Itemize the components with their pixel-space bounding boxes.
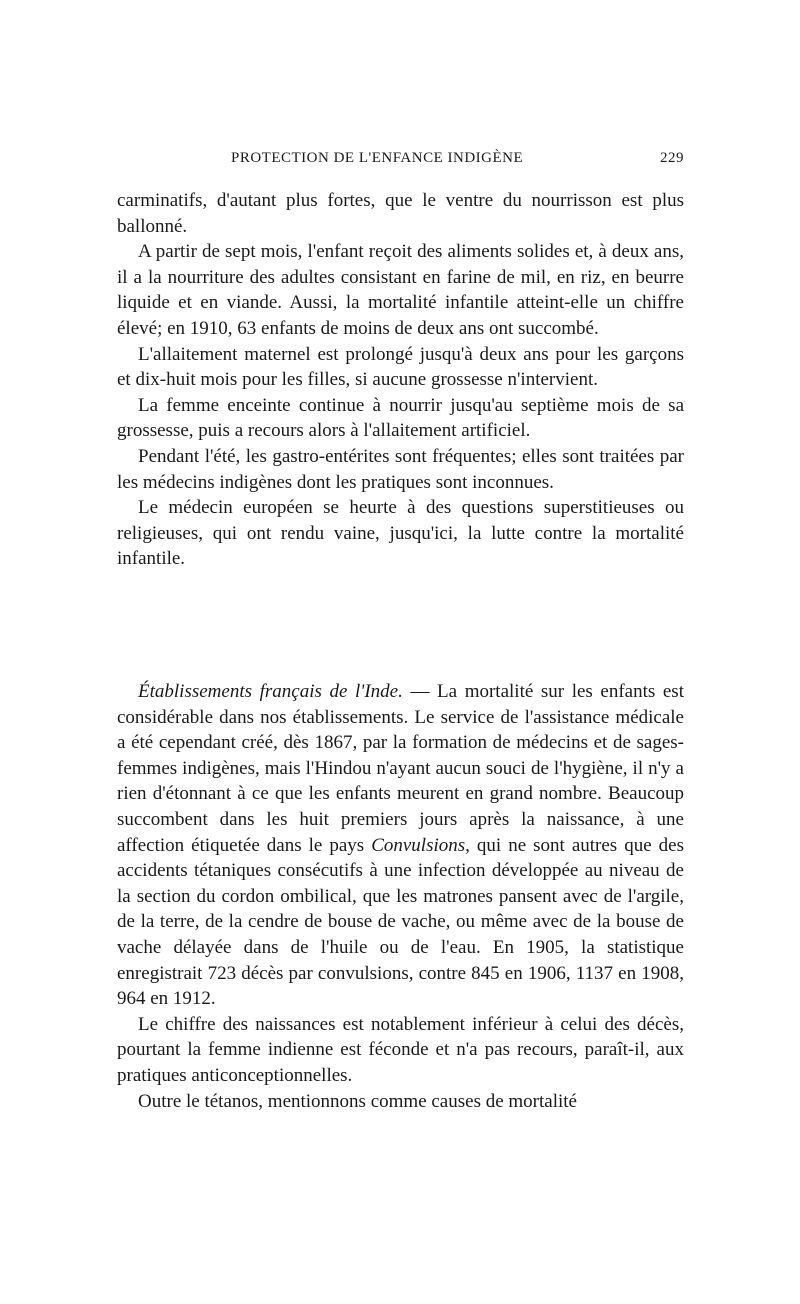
paragraph: carminatifs, d'autant plus fortes, que le ventre du nourrisson est plus ballonné.: [117, 190, 684, 237]
paragraph: Le médecin européen se heurte à des questions superstitieuses ou religieuses, qui ont rendu vaine, jusqu'ici, la lutte contre la mortalité infantile.: [117, 497, 684, 570]
running-header: [117, 150, 684, 174]
section-paragraph: [117, 679, 684, 1012]
paragraph: La femme enceinte continue à nourrir jusqu'au septième mois de sa grossesse, puis a recours alors à l'allaitement artificiel.: [117, 394, 684, 442]
paragraph: Outre le tétanos, mentionnons comme causes de mortalité: [138, 1090, 577, 1112]
paragraph: Pendant l'été, les gastro-entérites sont fréquentes; elles sont traitées par les médecins indigènes dont les pratiques sont inconnues.: [117, 445, 684, 493]
paragraph: Le chiffre des naissances est notablement inférieur à celui des décès, pourtant la femme indienne est féconde et n'a pas recours, paraît-il, aux pratiques anticonceptionnelles.: [117, 1013, 684, 1086]
page-number: 229: [660, 150, 684, 166]
running-title: PROTECTION DE L'ENFANCE INDIGÈNE: [231, 150, 524, 166]
section-rest-text: , qui ne sont autres que des accidents tétaniques consécutifs à une infection développée au niveau de la section du cordon ombilical, que les matrones pansent avec de l'argile, de la terre, de la cendre de bouse de vache, ou même avec de la bouse de vache délayée dans de l'huile ou de l'eau. En 1905, la statistique enregistrait 723 décès par convulsions, contre 845 en 1906, 1137 en 1908, 964 en 1912.: [117, 834, 684, 1010]
section-title: Établissements français de l'Inde.: [138, 681, 403, 702]
text-block-infant-feeding: [117, 188, 684, 572]
paragraph: L'allaitement maternel est prolongé jusqu'à deux ans pour les garçons et dix-huit mois pour les filles, si aucune grossesse n'intervient.: [117, 343, 684, 391]
text-block-french-india: [117, 679, 684, 1114]
italic-term: Convulsions: [371, 834, 466, 856]
section-intro-text: — La mortalité sur les enfants est considérable dans nos établissements. Le service de l'assistance médicale a été cependant créé, dès 1867, par la formation de médecins et de sages-femmes indigènes, mais l'Hindou n'ayant aucun souci de l'hygiène, il n'y a rien d'étonnant à ce que les enfants meurent en grand nombre. Beaucoup succombent dans les huit premiers jours après la naissance, à une affection étiquetée dans le pays: [117, 681, 684, 856]
paragraph: A partir de sept mois, l'enfant reçoit des aliments solides et, à deux ans, il a la nourriture des adultes consistant en farine de mil, en riz, en beurre liquide et en viande. Aussi, la mortalité infantile atteint-elle un chiffre élevé; en 1910, 63 enfants de moins de deux ans ont succombé.: [117, 241, 684, 339]
